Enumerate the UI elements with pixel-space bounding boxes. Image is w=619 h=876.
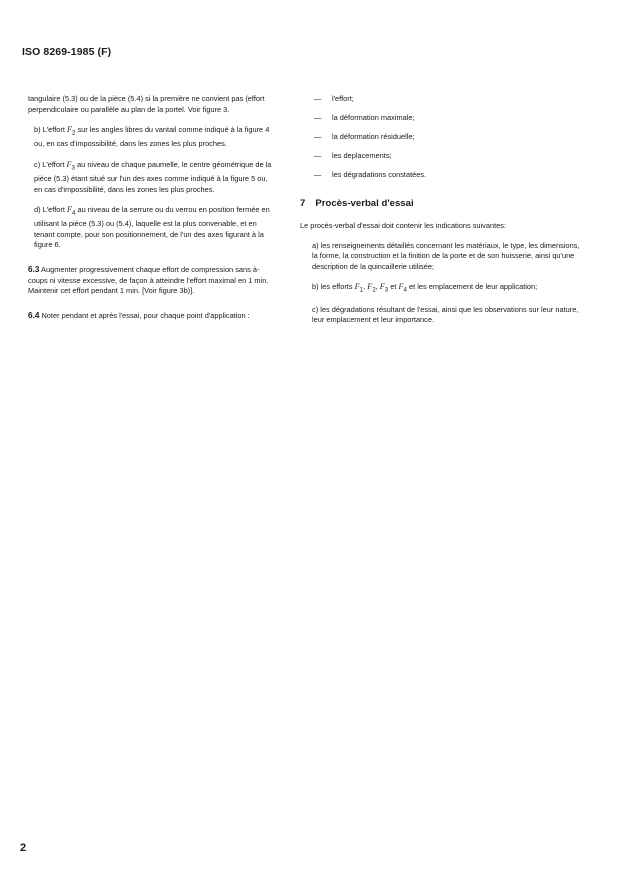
list-item — [314, 113, 584, 124]
item-text: les dégradations résultant de l'essai, ainsi que les observations sur leur nature, leur emplacement et leur importance. — [312, 304, 579, 325]
report-item-b — [312, 282, 584, 296]
variable-symbol: F — [66, 125, 72, 135]
item-text: au niveau de la serrure ou du verrou en position fermée en utilisant la pièce (5.3) ou (5.4), laquelle est la plus convenable, et en tenant compte, pour son positionnement, de l'un des axes figurant à la figure 6. — [34, 205, 270, 250]
dash-bullet: — — [314, 112, 322, 122]
list-item — [314, 151, 584, 162]
right-column — [300, 94, 584, 335]
item-pre: L'effort — [42, 159, 65, 169]
item-pre: L'effort — [42, 125, 65, 135]
item-label: b) — [312, 281, 319, 291]
list-item-text: la déformation maximale; — [332, 112, 415, 122]
list-item-c — [28, 160, 274, 195]
section-7-intro: Le procès-verbal d'essai doit contenir les indications suivantes: — [300, 221, 506, 231]
variable-subscript: 3 — [71, 164, 75, 172]
separator: , — [363, 281, 366, 291]
list-item-text: les dégradations constatées. — [332, 169, 427, 179]
dash-bullet: — — [314, 131, 322, 141]
item-label: d) — [34, 205, 41, 215]
item-text: les renseignements détaillés concernant les matériaux, le type, les dimensions, la forme, la construction et la finition de la porte et de son huisserie, ainsi qu'une description de la quincaillerie utilisée; — [312, 240, 580, 271]
variable-symbol: F — [367, 281, 373, 291]
document-header: ISO 8269-1985 (F) — [22, 46, 112, 58]
item-text: et les emplacement de leur application; — [409, 281, 538, 291]
variable-symbol: F — [354, 281, 360, 291]
list-item — [314, 132, 584, 143]
list-item — [314, 170, 584, 181]
item-label: c) — [34, 159, 41, 169]
list-item-text: l'effort; — [332, 94, 354, 103]
variable-subscript: 4 — [71, 209, 76, 217]
variable-subscript: 2 — [372, 285, 376, 293]
variable-subscript: 2 — [71, 129, 76, 137]
item-label: a) — [312, 240, 319, 250]
list-item-d — [28, 205, 274, 251]
variable-symbol: F — [66, 205, 72, 215]
variable-symbol: F — [66, 159, 72, 169]
section-7-heading — [300, 199, 584, 210]
dash-bullet: — — [314, 169, 322, 179]
section-title: Procès-verbal d'essai — [315, 197, 414, 209]
list-item-text: les deplacements; — [332, 150, 392, 160]
conjunction: et — [390, 281, 397, 291]
variable-subscript: 1 — [359, 285, 364, 293]
left-column — [28, 94, 274, 331]
variable-symbol: F — [398, 281, 404, 291]
item-text: sur les angles libres du vantail comme indiqué à la figure 4 ou, en cas d'impossibilité, dans les zones les plus proches. — [34, 125, 270, 149]
section-number: 7 — [300, 197, 306, 209]
dash-bullet: — — [314, 94, 322, 103]
section-6-4 — [28, 311, 274, 322]
item-label: c) — [312, 304, 319, 314]
list-item-text: la déformation résiduelle; — [332, 131, 415, 141]
dash-bullet: — — [314, 150, 322, 160]
item-text: au niveau de chaque paumelle, le centre géométrique de la pièce (5.3) étant situé sur l'un des axes comme indiqué à la figure 5 ou, en cas d'impossibilité, dans les zones les plus proches. — [34, 159, 272, 194]
report-item-c — [312, 305, 584, 326]
item-pre: les efforts — [320, 281, 353, 291]
separator: , — [375, 281, 378, 291]
paragraph-continuation: tangulaire (5.3) ou de la pièce (5.4) si la première ne convient pas (effort perpendiculaire ou parallèle au plan de la portel. Voir figure 3. — [28, 94, 265, 114]
list-item-b — [28, 125, 274, 150]
list-item — [314, 94, 584, 105]
variable-subscript: 4 — [403, 285, 407, 293]
item-pre: L'effort — [42, 205, 65, 215]
item-label: b) — [34, 125, 41, 135]
section-number: 6.4 — [28, 310, 40, 320]
section-number: 6.3 — [28, 264, 40, 274]
variable-symbol: F — [379, 281, 385, 291]
variable-subscript: 3 — [384, 285, 389, 293]
page-number: 2 — [20, 842, 27, 854]
section-6-3 — [28, 265, 274, 297]
dash-list — [300, 94, 584, 181]
section-text: Augmenter progressivement chaque effort de compression sans à-coups ni vitesse excessive, de façon à atteindre l'effort maximal en 1 min. Maintenir cet effort pendant 1 min. [Voir figure 3b)]. — [28, 264, 269, 296]
report-item-a — [312, 241, 584, 273]
section-text: Noter pendant et après l'essai, pour chaque point d'application : — [41, 310, 250, 320]
